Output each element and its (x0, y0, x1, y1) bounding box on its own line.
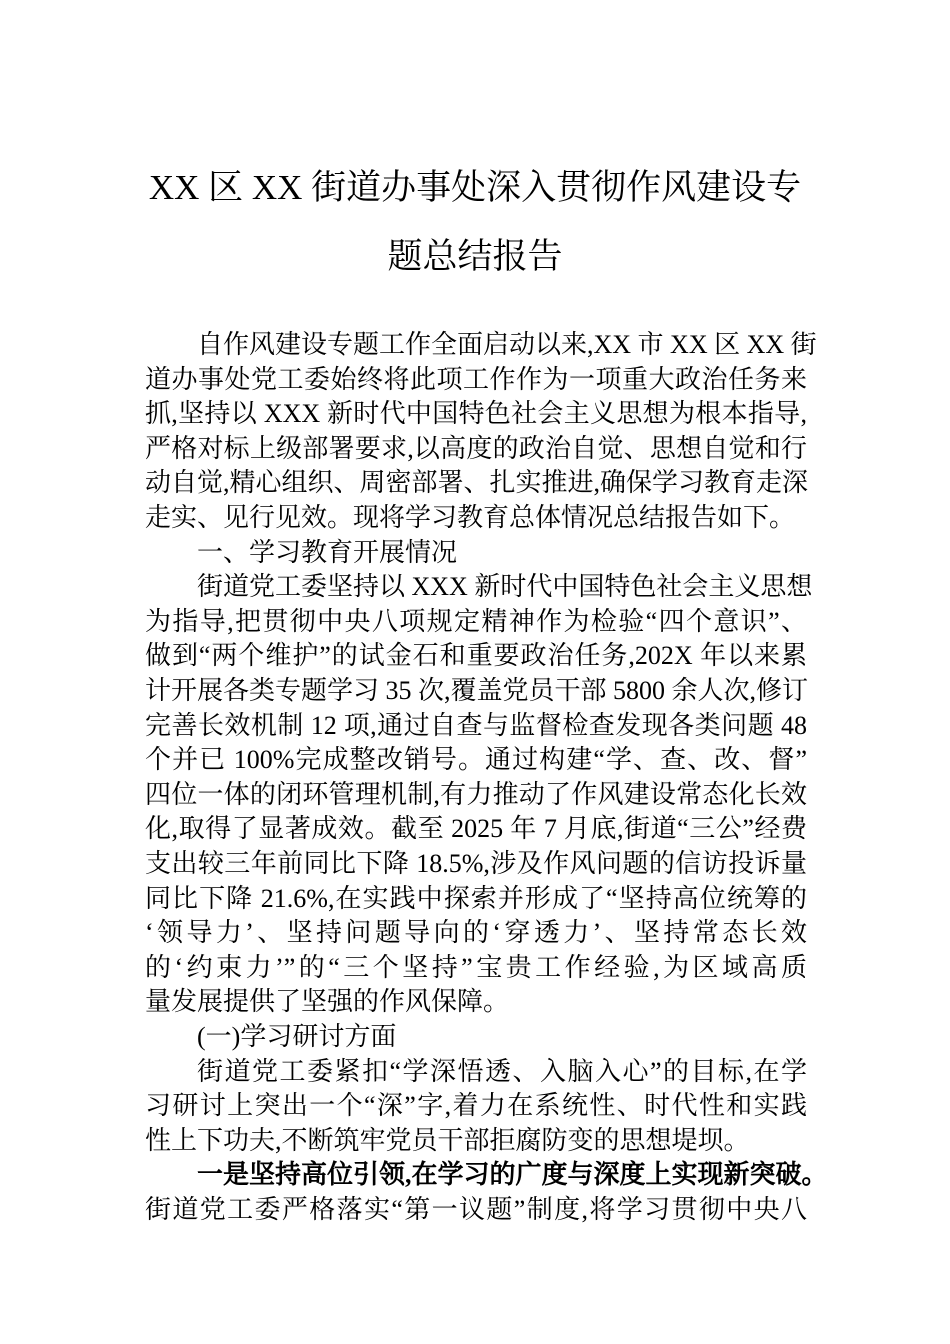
body-text-line: 动自觉,精心组织、周密部署、扎实推进,确保学习教育走深 (145, 468, 809, 498)
body-text-line: 的‘约束力’”的“三个坚持”宝贵工作经验,为区域高质 (145, 952, 807, 982)
body-text-line: 性上下功夫,不断筑牢党员干部拒腐防变的思想堤坝。 (145, 1125, 750, 1155)
body-text-line: 四位一体的闭环管理机制,有力推动了作风建设常态化长效 (145, 779, 807, 809)
section-heading: (一)学习研讨方面 (197, 1022, 397, 1051)
body-text-line: 做到“两个维护”的试金石和重要政治任务,202X 年以来累 (145, 641, 807, 671)
document-title-line-2: 题总结报告 (387, 237, 563, 276)
body-text-line: 为指导,把贯彻中央八项规定精神作为检验“四个意识”、 (145, 606, 807, 636)
body-text-line: 走实、见行见效。现将学习教育总体情况总结报告如下。 (145, 503, 796, 532)
document-title-line-1: XX 区 XX 街道办事处深入贯彻作风建设专 (148, 168, 802, 207)
body-text-line: 街道党工委紧扣“学深悟透、入脑入心”的目标,在学 (197, 1056, 807, 1086)
body-text-line: 量发展提供了坚强的作风保障。 (145, 987, 510, 1017)
body-text-line: 支出较三年前同比下降 18.5%,涉及作风问题的信访投诉量 (145, 849, 807, 878)
body-text-line: 个并已 100%完成整改销号。通过构建“学、查、改、督” (145, 745, 807, 775)
body-text-line: ‘领导力’、坚持问题导向的‘穿透力’、坚持常态长效 (145, 918, 807, 948)
body-text-line: 同比下降 21.6%,在实践中探索并形成了“坚持高位统筹的 (145, 883, 807, 913)
body-text-line: 自作风建设专题工作全面启动以来,XX 市 XX 区 XX 街 (197, 330, 817, 359)
body-text-line: 抓,坚持以 XXX 新时代中国特色社会主义思想为根本指导, (145, 399, 807, 429)
body-text-line: 街道党工委严格落实“第一议题”制度,将学习贯彻中央八 (145, 1195, 807, 1224)
body-text-line: 化,取得了显著成效。截至 2025 年 7 月底,街道“三公”经费 (145, 814, 807, 844)
body-text-line: 街道党工委坚持以 XXX 新时代中国特色社会主义思想 (197, 572, 813, 602)
body-text-line: 习研讨上突出一个“深”字,着力在系统性、时代性和实践 (145, 1091, 807, 1121)
body-text-line: 严格对标上级部署要求,以高度的政治自觉、思想自觉和行 (145, 433, 807, 463)
body-text-line: 完善长效机制 12 项,通过自查与监督检查发现各类问题 48 (145, 710, 807, 740)
bold-lead-sentence: 一是坚持高位引领,在学习的广度与深度上实现新突破。 (197, 1160, 828, 1190)
section-heading: 一、学习教育开展情况 (197, 537, 458, 567)
body-text-line: 道办事处党工委始终将此项工作作为一项重大政治任务来 (145, 364, 807, 394)
body-text-line: 计开展各类专题学习 35 次,覆盖党员干部 5800 余人次,修订 (145, 676, 809, 705)
